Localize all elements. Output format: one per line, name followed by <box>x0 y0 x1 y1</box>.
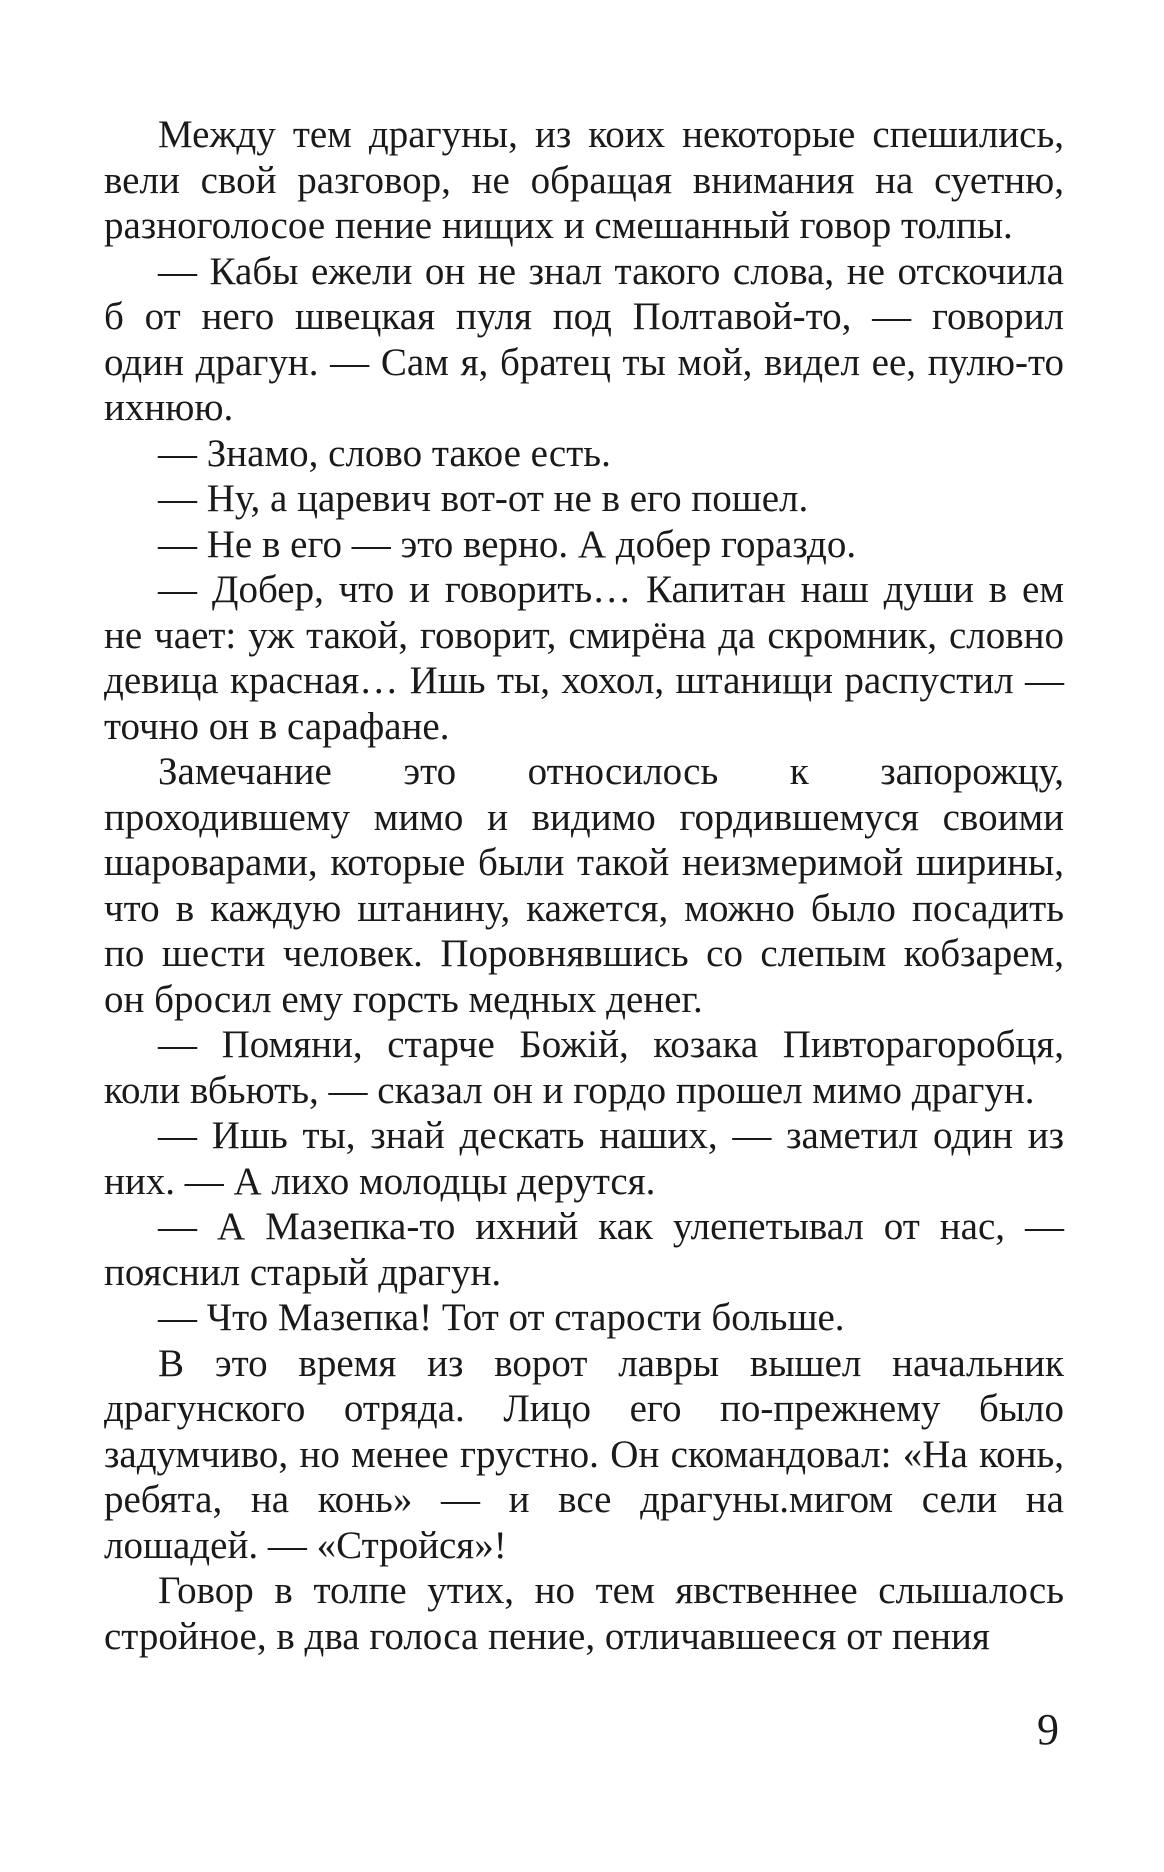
page-body <box>104 112 1064 1659</box>
paragraph: — А Мазепка-то ихний как улепетывал от нас, — пояснил старый драгун. <box>104 1205 1064 1294</box>
paragraph: Замечание это относилось к запорожцу, проходившему мимо и видимо гордившемуся своими шароварами, которые были такой неизмеримой ширины, что в каждую штанину, кажется, можно было посадить по шести человек. Поровнявшись со слепым кобзарем, он бросил ему горсть медных денег. <box>104 750 1064 1021</box>
paragraph: — Знамо, слово такое есть. <box>158 431 611 475</box>
paragraph: В это время из ворот лавры вышел начальник драгунского отряда. Лицо его по-прежнему было задумчиво, но менее грустно. Он скомандовал: «На конь, ребята, на конь» — и все драгуны.мигом сели на лошадей. — «Стройся»! <box>104 1341 1064 1567</box>
paragraph: Говор в толпе утих, но тем явственнее слышалось стройное, в два голоса пение, отличавшееся от пения <box>104 1569 1064 1658</box>
paragraph: — Что Мазепка! Тот от старости больше. <box>158 1296 845 1339</box>
paragraph: — Ну, а царевич вот-от не в его пошел. <box>158 477 809 520</box>
paragraph: — Помяни, старче Божій, козака Пивторагоробця, коли вбьють, — сказал он и гордо прошел мимо драгун. <box>104 1023 1064 1112</box>
paragraph: — Кабы ежели он не знал такого слова, не отскочила б от него швецкая пуля под Полтавой-то, — говорил один драгун. — Сам я, братец ты мой, видел ее, пулю-то ихнюю. <box>104 249 1064 429</box>
paragraph: — Добер, что и говорить… Капитан наш души в ем не чает: уж такой, говорит, смирёна да скромник, словно девица красная… Ишь ты, хохол, штанищи распустил — точно он в сарафане. <box>104 568 1064 748</box>
paragraph: — Не в его — это верно. А добер гораздо. <box>158 522 857 566</box>
page-number: 9 <box>1037 1705 1059 1754</box>
paragraph: Между тем драгуны, из коих некоторые спешились, вели свой разговор, не обращая внимания на суетню, разноголосое пение нищих и смешанный говор толпы. <box>104 113 1064 247</box>
paragraph: — Ишь ты, знай дескать наших, — заметил один из них. — А лихо молодцы дерутся. <box>104 1114 1064 1203</box>
